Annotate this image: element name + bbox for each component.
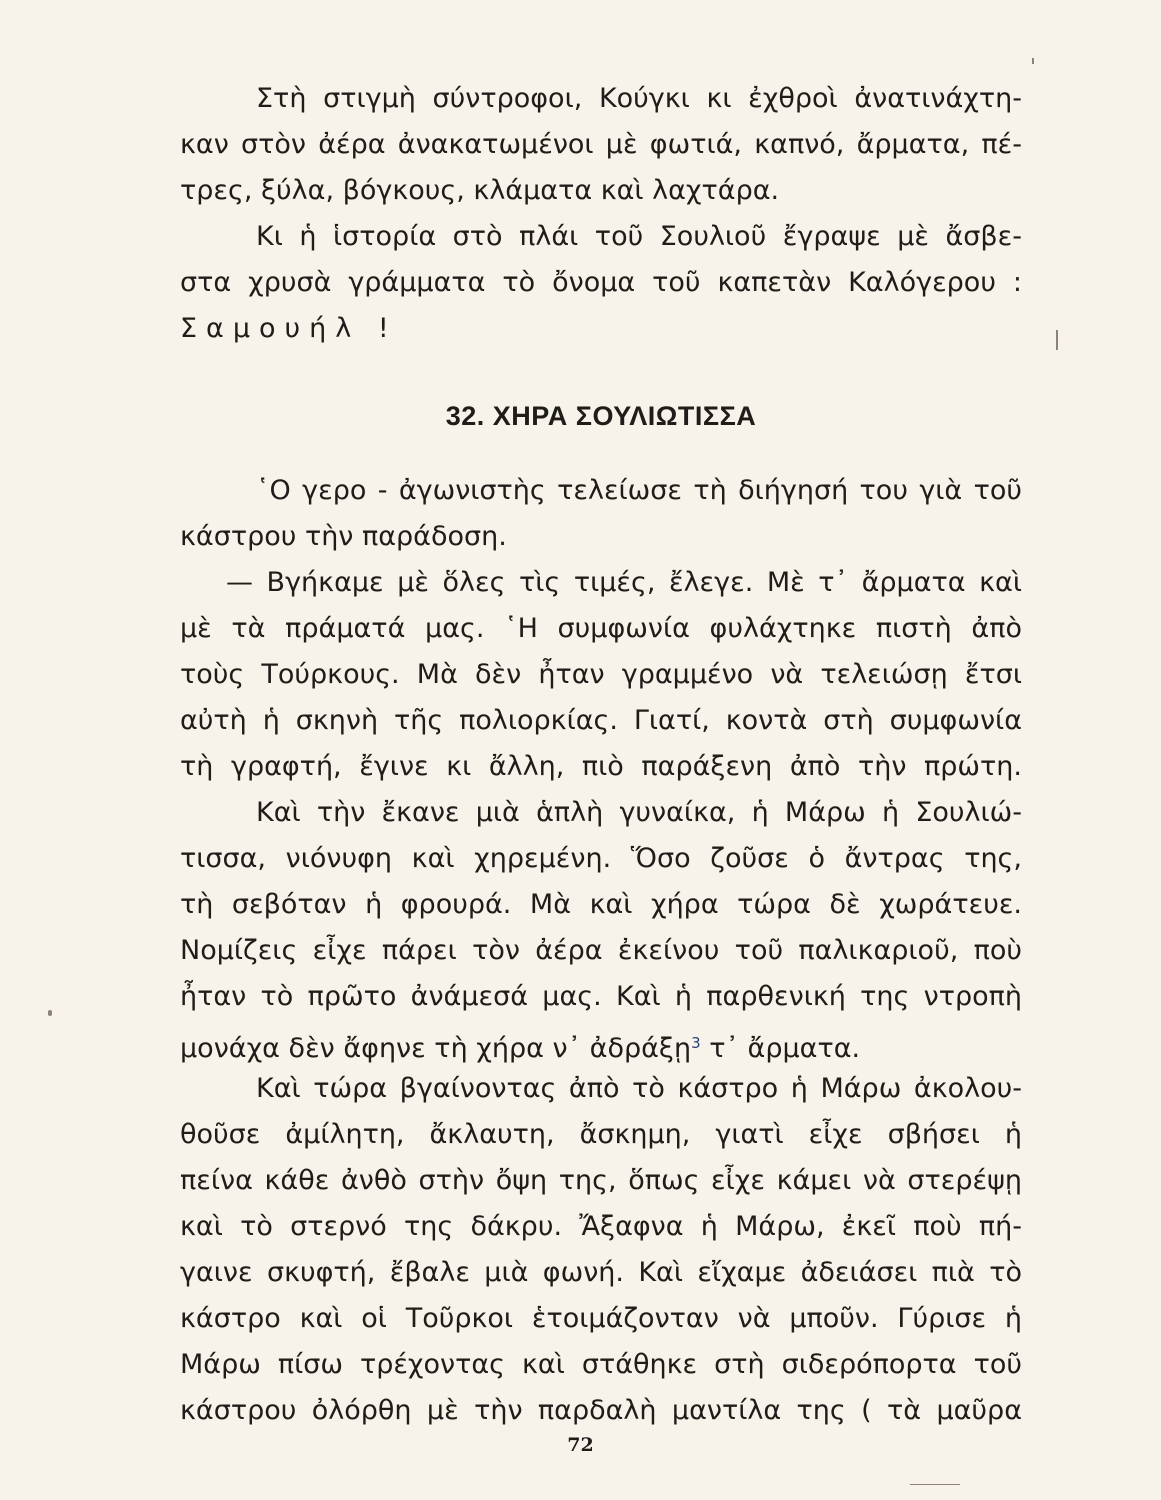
text-line: κάστρο καὶ οἱ Τοῦρκοι ἑτοιμάζονταν νὰ μποῦν. Γύρισε ἡ (180, 1303, 1022, 1334)
text-line: στα χρυσὰ γράμματα τὸ ὄνομα τοῦ καπετὰν Καλόγερου : (180, 267, 1022, 298)
text-line: ῾Ο γερο - ἀγωνιστὴς τελείωσε τὴ διήγησή του γιὰ τοῦ (256, 475, 1022, 506)
text-line: Κι ἡ ἱστορία στὸ πλάι τοῦ Σουλιοῦ ἔγραψε μὲ ἄσβε- (256, 221, 1022, 252)
text-line: τὴ σεβόταν ἡ φρουρά. Μὰ καὶ χήρα τώρα δὲ χωράτευε. (180, 889, 1022, 920)
text-line: καν στὸν ἀέρα ἀνακατωμένοι μὲ φωτιά, καπνό, ἄρματα, πέ- (180, 129, 1022, 160)
text-line: Νομίζεις εἶχε πάρει τὸν ἀέρα ἐκείνου τοῦ παλικαριοῦ, ποὺ (180, 935, 1022, 966)
text-line: — Βγήκαμε μὲ ὅλες τὶς τιμές, ἔλεγε. Μὲ τ᾽ ἄρματα καὶ (226, 567, 1022, 598)
chapter-heading: 32. ΧΗΡΑ ΣΟΥΛΙΩΤΙΣΣΑ (445, 401, 757, 431)
print-speck (910, 1484, 960, 1485)
text-line: Καὶ τὴν ἔκανε μιὰ ἁπλὴ γυναίκα, ἡ Μάρω ἡ Σουλιώ- (256, 797, 1022, 828)
text-line: θοῦσε ἀμίλητη, ἄκλαυτη, ἄσκημη, γιατὶ εἶχε σβήσει ἡ (180, 1119, 1022, 1150)
text-fragment: τ᾽ ἄρματα. (709, 1033, 861, 1064)
text-line: τρες, ξύλα, βόγκους, κλάματα καὶ λαχτάρα. (180, 175, 780, 206)
text-line (180, 1026, 1022, 1066)
text-line: κάστρου τὴν παράδοση. (180, 521, 507, 552)
text-line: Καὶ τώρα βγαίνοντας ἀπὸ τὸ κάστρο ἡ Μάρω ἀκολου- (256, 1073, 1022, 1104)
print-speck (48, 1010, 52, 1016)
text-line: Μάρω πίσω τρέχοντας καὶ στάθηκε στὴ σιδερόπορτα τοῦ (180, 1349, 1022, 1380)
footnote-reference: 3 (691, 1034, 701, 1052)
text-line: γαινε σκυφτή, ἔβαλε μιὰ φωνή. Καὶ εἴχαμε ἀδειάσει πιὰ τὸ (180, 1257, 1022, 1288)
text-line: πείνα κάθε ἀνθὸ στὴν ὄψη της, ὅπως εἶχε κάμει νὰ στερέψῃ (180, 1165, 1022, 1196)
text-line: τοὺς Τούρκους. Μὰ δὲν ἦταν γραμμένο νὰ τελειώσῃ ἔτσι (180, 659, 1022, 690)
text-fragment: μονάχα δὲν ἄφηνε τὴ χήρα ν᾽ ἀδράξῃ (180, 1033, 692, 1064)
page-number: 72 (567, 1434, 594, 1456)
text-line: Σαμουήλ ! (180, 313, 398, 344)
text-line: ἦταν τὸ πρῶτο ἀνάμεσά μας. Καὶ ἡ παρθενική της ντροπὴ (180, 981, 1022, 1012)
text-line: τισσα, νιόνυφη καὶ χηρεμένη. Ὅσο ζοῦσε ὁ ἄντρας της, (180, 843, 1022, 874)
text-line: καὶ τὸ στερνό της δάκρυ. Ἄξαφνα ἡ Μάρω, ἐκεῖ ποὺ πή- (180, 1211, 1022, 1242)
text-line: αὐτὴ ἡ σκηνὴ τῆς πολιορκίας. Γιατί, κοντὰ στὴ συμφωνία (180, 705, 1022, 736)
text-line: μὲ τὰ πράματά μας. ῾Η συμφωνία φυλάχτηκε πιστὴ ἀπὸ (180, 613, 1022, 644)
print-speck (1056, 330, 1058, 350)
print-speck (1032, 58, 1034, 64)
text-line: τὴ γραφτή, ἔγινε κι ἄλλη, πιὸ παράξενη ἀπὸ τὴν πρώτη. (180, 751, 1022, 782)
text-line: κάστρου ὀλόρθη μὲ τὴν παρδαλὴ μαντίλα της ( τὰ μαῦρα (180, 1395, 1022, 1426)
text-line: Στὴ στιγμὴ σύντροφοι, Κούγκι κι ἐχθροὶ ἀνατινάχτη- (256, 83, 1022, 114)
